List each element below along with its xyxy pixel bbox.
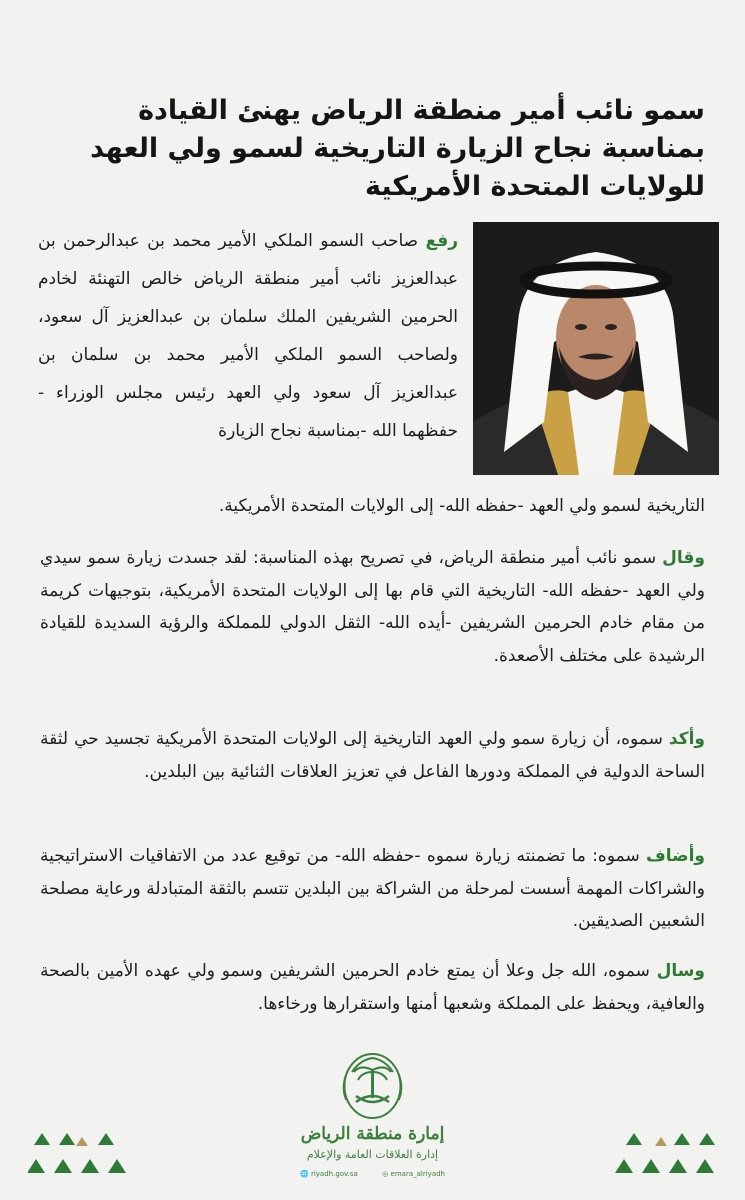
logo-title: إمارة منطقة الرياض — [300, 1124, 445, 1144]
triangle-icon — [615, 1159, 633, 1173]
portrait-photo — [473, 222, 719, 475]
portrait-illustration — [473, 222, 719, 475]
paragraph-1-continuation: التاريخية لسمو ولي العهد -حفظه الله- إلى الولايات المتحدة الأمريكية. — [218, 496, 705, 516]
paragraph-3-text: سموه، أن زيارة سمو ولي العهد التاريخية إلى الولايات المتحدة الأمريكية تجسيد حي لثقة الساحة الدولية في المملكة ودورها الفاعل في تعزيز العلاقات الثنائية بين البلدين. — [40, 729, 705, 782]
paragraph-4-text: سموه: ما تضمنته زيارة سموه -حفظه الله- من توقيع عدد من الاتفاقيات الاستراتيجية والشراكات المهمة أسست لمرحلة من الشراكة بين البلدين تتسم بالثقة المتبادلة ورعاية مصلحة الشعبين الصديقين. — [40, 846, 705, 931]
paragraph-2 — [40, 542, 705, 672]
headline: سمو نائب أمير منطقة الرياض يهنئ القيادة بمناسبة نجاح الزيارة التاريخية لسمو ولي العهد للولايات المتحدة الأمريكية — [90, 95, 705, 202]
paragraph-4-lead: وأضاف — [646, 846, 705, 866]
decorative-triangles-left — [28, 1133, 138, 1179]
paragraph-5 — [40, 955, 705, 1020]
paragraph-2-lead: وقال — [662, 548, 705, 568]
riyadh-emirate-logo — [300, 1050, 445, 1180]
logo-subtitle: إدارة العلاقات العامة والإعلام — [306, 1148, 439, 1161]
triangle-icon — [59, 1133, 75, 1145]
website-link[interactable]: 🌐 riyadh.gov.sa — [300, 1170, 358, 1178]
decorative-triangles-right — [612, 1133, 722, 1179]
paragraph-2-text: سمو نائب أمير منطقة الرياض، في تصريح بهذه المناسبة: لقد جسدت زيارة سمو سيدي ولي العهد -حفظه الله- التاريخية التي قام بها إلى الولايات المتحدة الأمريكية، بتوجيهات كريمة من مقام خادم الحرمين الشريفين -أيده الله- الثقل الدولي للمملكة والرؤية السديدة للقيادة الرشيدة على مختلف الأصعدة. — [40, 548, 705, 666]
emblem-icon — [300, 1050, 445, 1122]
paragraph-5-lead: وسال — [656, 961, 705, 981]
paragraph-1-text: صاحب السمو الملكي الأمير محمد بن عبدالرحمن بن عبدالعزيز نائب أمير منطقة الرياض خالص التهنئة لخادم الحرمين الشريفين الملك سلمان بن عبدالعزيز آل سعود، ولصاحب السمو الملكي الأمير محمد بن سلمان بن عبدالعزيز آل سعود ولي العهد رئيس مجلس الوزراء - حفظهما الله -بمناسبة نجاح الزيارة — [38, 231, 458, 441]
triangle-icon — [655, 1137, 667, 1146]
triangle-icon — [669, 1159, 687, 1173]
triangle-icon — [76, 1137, 88, 1146]
paragraph-4 — [40, 840, 705, 938]
triangle-icon — [54, 1159, 72, 1173]
social-link[interactable]: ◎ emara_alriyadh — [382, 1170, 445, 1178]
triangle-icon — [626, 1133, 642, 1145]
triangle-icon — [98, 1133, 114, 1145]
social-text: emara_alriyadh — [390, 1170, 445, 1178]
triangle-icon — [28, 1159, 45, 1173]
triangle-icon — [81, 1159, 99, 1173]
triangle-icon — [108, 1159, 126, 1173]
triangle-icon — [696, 1159, 714, 1173]
footer-handles — [300, 1170, 445, 1178]
paragraph-3 — [40, 723, 705, 788]
triangle-icon — [674, 1133, 690, 1145]
triangle-icon — [34, 1133, 50, 1145]
paragraph-1 — [38, 222, 458, 450]
website-text: riyadh.gov.sa — [310, 1170, 358, 1178]
paragraph-5-text: سموه، الله جل وعلا أن يمتع خادم الحرمين الشريفين وسمو ولي عهده الأمين بالصحة والعافية، ويحفظ على المملكة وشعبها أمنها واستقرارها ورخاءها. — [40, 961, 705, 1014]
paragraph-1-lead: رفع — [425, 231, 458, 251]
triangle-icon — [699, 1133, 715, 1145]
paragraph-3-lead: وأكد — [668, 729, 705, 749]
triangle-icon — [642, 1159, 660, 1173]
